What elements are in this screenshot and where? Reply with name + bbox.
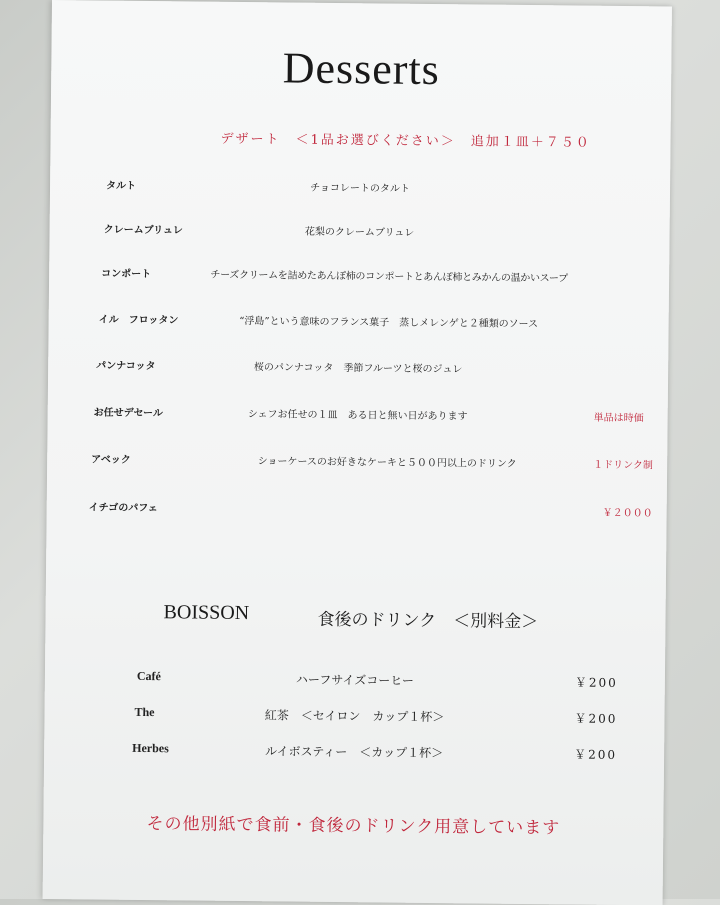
menu-item xyxy=(48,356,668,382)
drink-description: 紅茶 ＜セイロン カップ１杯＞ xyxy=(264,708,445,725)
menu-item xyxy=(49,310,669,336)
drink-name: Café xyxy=(136,668,161,684)
item-name: コンポート xyxy=(101,268,152,281)
drink-name: Herbes xyxy=(132,740,169,756)
drink-subheading: 食後のドリンク ＜別料金＞ xyxy=(317,609,539,633)
drink-item xyxy=(44,740,664,768)
drink-item xyxy=(45,668,665,696)
item-description: シェフお任せの１皿 ある日と無い日があります xyxy=(247,409,468,423)
item-price: 単品は時価 xyxy=(593,412,644,425)
item-name: パンナコッタ xyxy=(96,360,156,373)
item-description: 花梨のクレームブリュレ xyxy=(304,226,415,239)
item-description: 桜のパンナコッタ 季節フルーツと桜のジュレ xyxy=(253,362,463,376)
menu-item xyxy=(50,176,670,202)
menu-item xyxy=(47,498,667,524)
item-description: チョコレートのタルト xyxy=(310,182,410,195)
drink-price: ￥200 xyxy=(574,675,618,690)
drink-description: ルイボスティー ＜カップ１杯＞ xyxy=(265,744,444,761)
item-description: ショーケースのお好きなケーキと５００円以上のドリンク xyxy=(257,456,517,470)
item-name: クレームブリュレ xyxy=(103,224,183,237)
menu-item xyxy=(49,220,669,246)
item-name: アベック xyxy=(91,454,131,466)
item-name: タルト xyxy=(105,180,137,192)
drink-description: ハーフサイズコーヒー xyxy=(295,672,414,688)
item-name: お任せデセール xyxy=(93,407,163,420)
item-price: ￥２０００ xyxy=(602,507,653,520)
footer-note: その他別紙で食前・食後のドリンク用意しています xyxy=(146,814,561,839)
item-name: イチゴのパフェ xyxy=(88,502,158,515)
menu-item xyxy=(48,403,668,429)
dessert-subheading: デザート ＜1品お選びください＞ 追加１皿＋７５０ xyxy=(220,131,591,151)
drink-price: ￥200 xyxy=(574,711,618,726)
page-title: Desserts xyxy=(282,43,441,95)
item-price: １ドリンク制 xyxy=(593,459,654,472)
menu-sheet xyxy=(43,0,672,905)
drink-price: ￥200 xyxy=(574,747,618,762)
drink-name: The xyxy=(134,704,155,720)
item-name: イル フロッタン xyxy=(98,314,179,327)
menu-item xyxy=(49,264,669,290)
menu-item xyxy=(47,450,667,476)
item-description: “浮島”という意味のフランス菓子 蒸しメレンゲと２種類のソース xyxy=(239,315,539,331)
item-description: チーズクリームを詰めたあんぽ柿のコンポートとあんぽ柿とみかんの温かいスープ xyxy=(210,269,568,285)
drink-item xyxy=(44,704,664,732)
item-description xyxy=(197,500,517,503)
boisson-heading: BOISSON xyxy=(163,601,250,625)
